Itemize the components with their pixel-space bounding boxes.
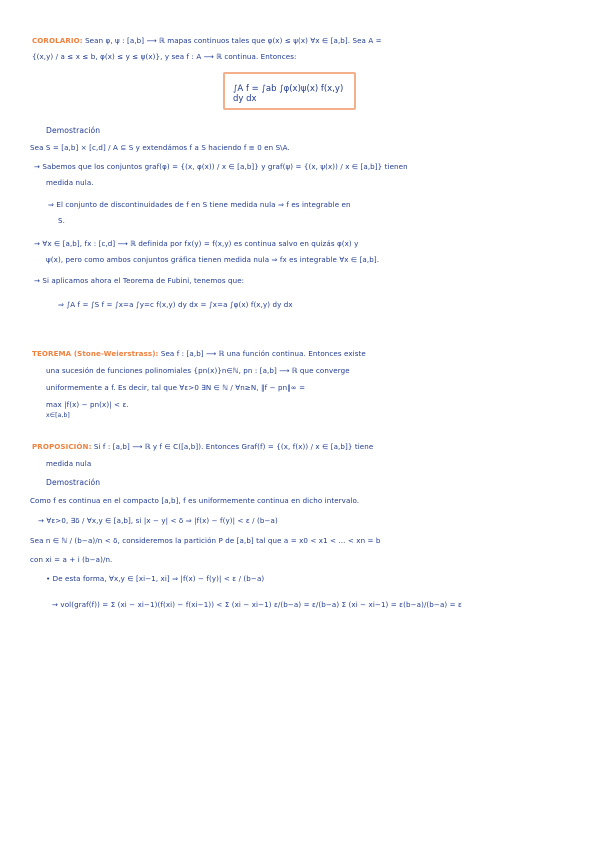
demo2-heading: Demostración [46,478,101,487]
corolario-text-1: Sean φ, ψ : [a,b] ⟶ ℝ mapas continuos tales que φ(x) ≤ ψ(x) ∀x ∈ [a,b]. Sea A = [85,36,382,45]
corolario-heading: COROLARIO: [32,36,83,45]
teorema-line-4: max |f(x) − pn(x)| < ε. [46,400,129,409]
demo1-line-1: Sea S = [a,b] × [c,d] / A ⊆ S y extendámos f a S haciendo f ≡ 0 en S\A. [30,143,290,152]
teorema-max-subscript: x∈[a,b] [46,412,70,419]
teorema-text-1: Sea f : [a,b] ⟶ ℝ una función continua. Entonces existe [160,349,366,358]
demo2-line-1: Como f es continua en el compacto [a,b], f es uniformemente continua en dicho intervalo. [30,496,360,505]
teorema-line-1 [32,349,366,359]
demo1-line-7: ψ(x), pero como ambos conjuntos gráfica tienen medida nula ⇒ fx es integrable ∀x ∈ [a,b]. [46,255,380,264]
proposicion-line-1 [32,442,373,452]
demo2-line-3: Sea n ∈ ℕ / (b−a)/n < δ, consideremos la partición P de [a,b] tal que a = x0 < x1 < ... < xn = b [30,536,381,545]
corolario-line-1 [32,36,382,46]
demo2-line-2: → ∀ε>0, ∃δ / ∀x,y ∈ [a,b], si |x − y| < δ ⇒ |f(x) − f(y)| < ε / (b−a) [38,516,278,525]
teorema-heading: TEOREMA (Stone-Weierstrass): [32,349,159,358]
demo2-line-5: • De esta forma, ∀x,y ∈ [xi−1, xi] ⇒ |f(x) − f(y)| < ε / (b−a) [46,574,265,583]
demo2-line-4: con xi = a + i (b−a)/n. [30,555,113,564]
demo1-line-5: S. [58,216,65,225]
demo1-line-4: ⇒ El conjunto de discontinuidades de f en S tiene medida nula ⇒ f es integrable en [48,200,351,209]
teorema-line-2: una sucesión de funciones polinomiales {pn(x)}n∈ℕ, pn : [a,b] ⟶ ℝ que converge [46,366,350,375]
demo1-line-8: → Si aplicamos ahora el Teorema de Fubini, tenemos que: [34,276,245,285]
demo1-heading: Demostración [46,126,101,135]
demo1-line-9: ⇒ ∫A f = ∫S f = ∫x=a ∫y=c f(x,y) dy dx = ∫x=a ∫φ(x) f(x,y) dy dx [58,300,293,309]
corolario-line-2: {(x,y) / a ≤ x ≤ b, φ(x) ≤ y ≤ ψ(x)}, y sea f : A ⟶ ℝ continua. Entonces: [32,52,297,61]
proposicion-line-2: medida nula [46,459,92,468]
teorema-line-3: uniformemente a f. Es decir, tal que ∀ε>0 ∃N ∈ ℕ / ∀n≥N, ‖f − pn‖∞ = [46,383,306,392]
demo1-line-2: → Sabemos que los conjuntos graf(φ) = {(x, φ(x)) / x ∈ [a,b]} y graf(ψ) = {(x, ψ(x)) / x ∈ [a,b]} tienen [34,162,408,171]
fubini-formula-box [223,72,356,110]
demo1-line-6: → ∀x ∈ [a,b], fx : [c,d] ⟶ ℝ definida por fx(y) = f(x,y) es continua salvo en quizás φ(x) y [34,239,359,248]
fubini-formula: ∫A f = ∫ab ∫φ(x)ψ(x) f(x,y) dy dx [233,84,344,104]
demo1-line-3: medida nula. [46,178,94,187]
proposicion-heading: PROPOSICIÓN: [32,442,92,451]
demo2-line-6: → vol(graf(f)) = Σ (xi − xi−1)(f(xi) − f(xi−1)) < Σ (xi − xi−1) ε/(b−a) = ε/(b−a) Σ (xi − xi−1) = ε(b−a)/(b−a) = ε [52,600,462,609]
proposicion-text-1: Si f : [a,b] ⟶ ℝ y f ∈ C([a,b]). Entonces Graf(f) = {(x, f(x)) / x ∈ [a,b]} tiene [93,442,374,451]
